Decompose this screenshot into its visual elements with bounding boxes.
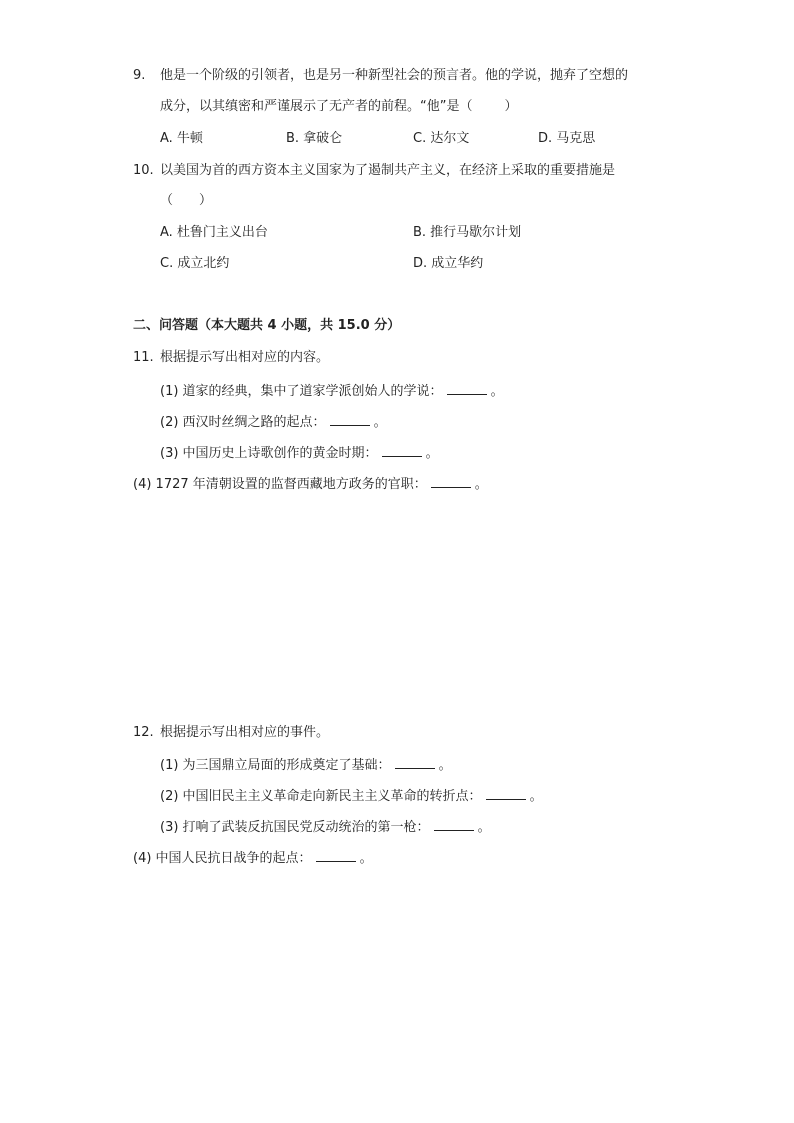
item-text: (1) 道家的经典，集中了道家学派创始人的学说： bbox=[160, 384, 443, 399]
item-text: (3) 打响了武装反抗国民党反动统治的第一枪： bbox=[160, 820, 430, 835]
item-end: 。 bbox=[529, 789, 543, 804]
question-12-number: 12. bbox=[133, 725, 154, 740]
answer-blank[interactable] bbox=[395, 756, 435, 769]
question-9-stem-text: 成分，以其缜密和严谨展示了无产者的前程。“他”是（ bbox=[160, 99, 473, 114]
item-text: (3) 中国历史上诗歌创作的黄金时期： bbox=[160, 446, 378, 461]
question-10-option-a: A. 杜鲁门主义出台 bbox=[160, 225, 268, 240]
question-10-option-c: C. 成立北约 bbox=[160, 256, 230, 271]
question-10-number: 10. bbox=[133, 163, 154, 178]
question-9-stem-line2 bbox=[160, 99, 518, 115]
paren-open: （ bbox=[160, 193, 174, 208]
paren-close: ） bbox=[199, 193, 213, 208]
answer-blank[interactable] bbox=[434, 818, 474, 831]
question-12-stem: 根据提示写出相对应的事件。 bbox=[160, 725, 330, 740]
item-end: 。 bbox=[474, 477, 488, 492]
item-end: 。 bbox=[373, 415, 387, 430]
question-10-option-b: B. 推行马歇尔计划 bbox=[413, 225, 522, 240]
question-12-item-4 bbox=[133, 849, 373, 867]
answer-blank[interactable] bbox=[382, 444, 422, 457]
question-9-option-a: A. 牛顿 bbox=[160, 131, 203, 146]
question-10-option-d: D. 成立华约 bbox=[413, 256, 484, 271]
question-11-number: 11. bbox=[133, 350, 154, 365]
question-11-item-4 bbox=[133, 475, 488, 493]
answer-blank[interactable] bbox=[447, 382, 487, 395]
question-11-item-2 bbox=[160, 413, 387, 431]
item-end: 。 bbox=[359, 851, 373, 866]
answer-blank[interactable] bbox=[330, 413, 370, 426]
question-12-item-2 bbox=[160, 787, 543, 805]
item-text: (1) 为三国鼎立局面的形成奠定了基础： bbox=[160, 758, 391, 773]
question-9-option-c: C. 达尔文 bbox=[413, 131, 470, 146]
question-11-item-3 bbox=[160, 444, 439, 462]
question-12-item-3 bbox=[160, 818, 491, 836]
question-9-stem-line1: 他是一个阶级的引领者，也是另一种新型社会的预言者。他的学说，抛弃了空想的 bbox=[160, 68, 629, 83]
item-text: (2) 中国旧民主主义革命走向新民主主义革命的转折点： bbox=[160, 789, 482, 804]
answer-blank[interactable] bbox=[316, 849, 356, 862]
question-9-option-b: B. 拿破仑 bbox=[286, 131, 343, 146]
question-11-item-1 bbox=[160, 382, 504, 400]
question-10-stem-line1: 以美国为首的西方资本主义国家为了遏制共产主义，在经济上采取的重要措施是 bbox=[160, 163, 616, 178]
question-10-paren bbox=[160, 193, 212, 209]
item-text: (2) 西汉时丝绸之路的起点： bbox=[160, 415, 326, 430]
question-12-item-1 bbox=[160, 756, 452, 774]
section-heading: 二、问答题（本大题共 4 小题，共 15.0 分） bbox=[133, 318, 401, 333]
item-end: 。 bbox=[425, 446, 439, 461]
item-end: 。 bbox=[477, 820, 491, 835]
question-9-option-d: D. 马克思 bbox=[538, 131, 596, 146]
item-text: (4) 1727 年清朝设置的监督西藏地方政务的官职： bbox=[133, 477, 427, 492]
answer-blank[interactable] bbox=[431, 475, 471, 488]
question-9-number: 9. bbox=[133, 68, 146, 83]
item-text: (4) 中国人民抗日战争的起点： bbox=[133, 851, 312, 866]
paren-close: ） bbox=[504, 99, 518, 114]
answer-blank[interactable] bbox=[486, 787, 526, 800]
item-end: 。 bbox=[490, 384, 504, 399]
question-11-stem: 根据提示写出相对应的内容。 bbox=[160, 350, 330, 365]
item-end: 。 bbox=[438, 758, 452, 773]
